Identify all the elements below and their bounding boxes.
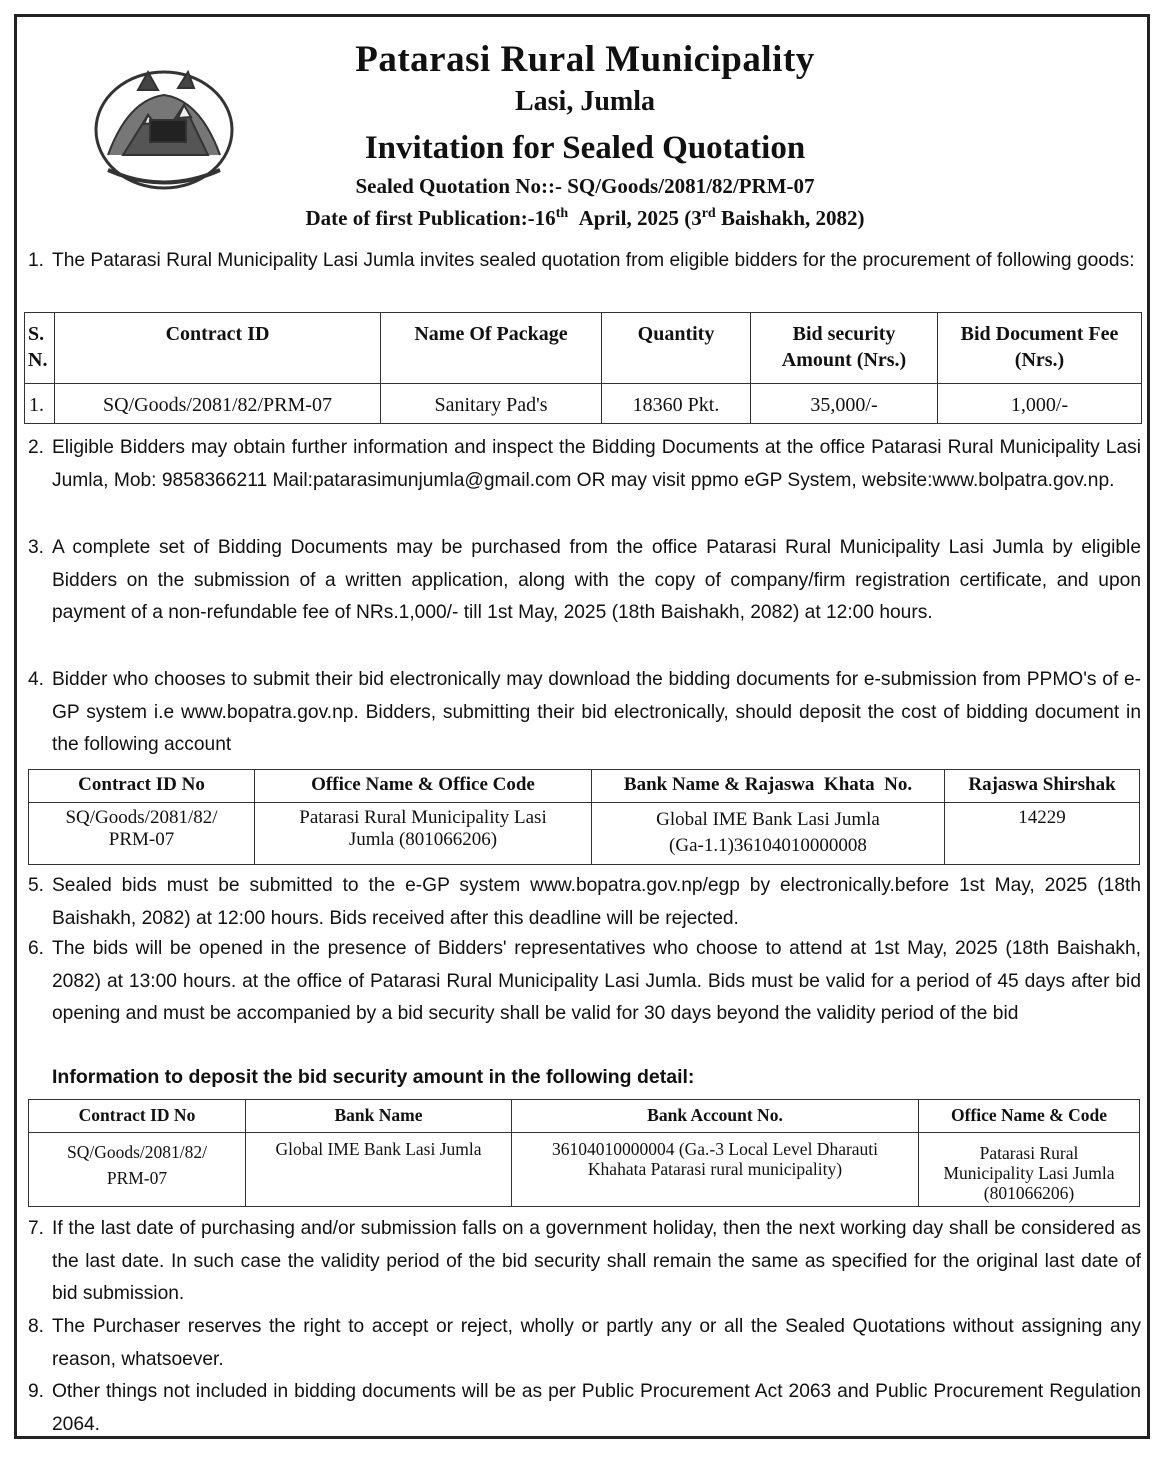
header-bank-name: Bank Name	[246, 1100, 512, 1133]
cell-contract-id: SQ/Goods/2081/82/PRM-07	[55, 384, 381, 424]
cell-bank-account: 36104010000004 (Ga.-3 Local Level Dharauti Khahata Patarasi rural municipality)	[512, 1132, 919, 1206]
header-quantity: Quantity	[602, 313, 751, 384]
list-item: 7. If the last date of purchasing and/or submission falls on a government holiday, then the next working day shall be considered as the last date. In such case the validity period of the bid security shall remain the same as specified for the original last date of bid submission.	[28, 1218, 1141, 1304]
table-row	[25, 384, 1142, 424]
list-item: 1. The Patarasi Rural Municipality Lasi Jumla invites sealed quotation from eligible bidders for the procurement of following goods:	[28, 250, 1135, 271]
table-header-row	[29, 770, 1140, 803]
list-item: 4. Bidder who chooses to submit their bid electronically may download the bidding documents for e-submission from PPMO's of e-GP system i.e www.bopatra.gov.np. Bidders, submitting their bid electronically, should deposit the cost of bidding document in the following account	[28, 669, 1141, 755]
list-item: 5. Sealed bids must be submitted to the e-GP system www.bopatra.gov.np/egp by electronically.before 1st May, 2025 (18th Baishakh, 2082) at 12:00 hours. Bids received after this deadline will be rejected.	[28, 875, 1141, 929]
list-item: 2. Eligible Bidders may obtain further information and inspect the Bidding Documents at the office Patarasi Rural Municipality Lasi Jumla, Mob: 9858366211 Mail:patarasimunjumla@gmail.com OR may visit ppmo eGP System, website:www.bolpatra.gov.np.	[28, 437, 1141, 491]
cell-rajaswa-shirshak: 14229	[945, 803, 1140, 865]
location-subtitle: Lasi, Jumla	[514, 86, 656, 117]
header-bid-security: Bid security Amount (Nrs.)	[751, 313, 938, 384]
publication-date: Date of first Publication:-16th April, 2025 (3rd Baishakh, 2082)	[305, 206, 865, 230]
header-contract-id: Contract ID	[55, 313, 381, 384]
cell-bank-name: Global IME Bank Lasi Jumla	[246, 1132, 512, 1206]
header-office-name-code: Office Name & Office Code	[255, 770, 592, 803]
quotation-number: Sealed Quotation No::- SQ/Goods/2081/82/PRM-07	[355, 174, 815, 198]
cell-bid-security: 35,000/-	[751, 384, 938, 424]
header-contract-id-no: Contract ID No	[29, 770, 255, 803]
deposit-heading: Information to deposit the bid security amount in the following detail:	[52, 1066, 695, 1088]
header-bank-khata: Bank Name & Rajaswa Khata No.	[592, 770, 945, 803]
goods-table	[24, 312, 1142, 424]
list-item: 3. A complete set of Bidding Documents may be purchased from the office Patarasi Rural Municipality Lasi Jumla by eligible Bidders on the submission of a written application, along with the copy of company/firm registration certificate, and upon payment of a non-refundable fee of NRs.1,000/- till 1st May, 2025 (18th Baishakh, 2082) at 12:00 hours.	[28, 537, 1141, 623]
header-package: Name Of Package	[381, 313, 602, 384]
list-item: 6. The bids will be opened in the presence of Bidders' representatives who choose to attend at 1st May, 2025 (18th Baishakh, 2082) at 13:00 hours. at the office of Patarasi Rural Municipality Lasi Jumla. Bids must be valid for a period of 45 days after bid opening and must be accompanied by a bid security shall be valid for 30 days beyond the validity period of the bid	[28, 938, 1141, 1024]
header-contract-id-no: Contract ID No	[29, 1100, 246, 1133]
cell-office-name-code: Patarasi Rural Municipality Lasi Jumla (801066206)	[919, 1132, 1140, 1206]
bid-document-account-table	[28, 769, 1140, 865]
cell-office-name-code: Patarasi Rural Municipality Lasi Jumla (801066206)	[255, 803, 592, 865]
cell-contract-id-no: SQ/Goods/2081/82/ PRM-07	[29, 1132, 246, 1206]
table-row	[29, 803, 1140, 865]
table-header-row	[25, 313, 1142, 384]
cell-quantity: 18360 Pkt.	[602, 384, 751, 424]
list-item: 8. The Purchaser reserves the right to accept or reject, wholly or partly any or all the Sealed Quotations without assigning any reason, whatsoever.	[28, 1316, 1141, 1370]
municipality-title: Patarasi Rural Municipality	[355, 39, 815, 80]
notice-heading: Invitation for Sealed Quotation	[364, 130, 806, 166]
header-office-name-code: Office Name & Code	[919, 1100, 1140, 1133]
cell-sn: 1.	[25, 384, 55, 424]
header-sn: S. N.	[25, 313, 55, 384]
cell-contract-id-no: SQ/Goods/2081/82/ PRM-07	[29, 803, 255, 865]
cell-doc-fee: 1,000/-	[938, 384, 1142, 424]
header-bank-account: Bank Account No.	[512, 1100, 919, 1133]
cell-bank-khata: Global IME Bank Lasi Jumla (Ga-1.1)36104010000008	[592, 803, 945, 865]
cell-package: Sanitary Pad's	[381, 384, 602, 424]
header-rajaswa-shirshak: Rajaswa Shirshak	[945, 770, 1140, 803]
table-header-row	[29, 1100, 1140, 1133]
list-item: 9. Other things not included in bidding documents will be as per Public Procurement Act 2063 and Public Procurement Regulation 2064.	[28, 1381, 1141, 1435]
bid-security-deposit-table	[28, 1099, 1140, 1207]
header-doc-fee: Bid Document Fee (Nrs.)	[938, 313, 1142, 384]
table-row	[29, 1132, 1140, 1206]
